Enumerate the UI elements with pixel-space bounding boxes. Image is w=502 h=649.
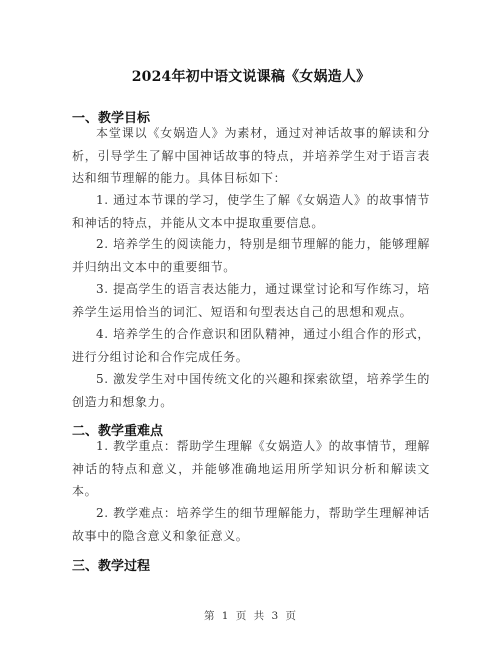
paragraph-goal-2: 2. 培养学生的阅读能力，特别是细节理解的能力，能够理解并归纳出文本中的重要细节。	[72, 237, 430, 274]
paragraph-intro: 本堂课以《女娲造人》为素材，通过对神话故事的解读和分析，引导学生了解中国神话故事的特点，并培养学生对于语言表达和细节理解的能力。具体目标如下：	[72, 126, 430, 185]
section-heading-process: 三、教学过程	[72, 559, 151, 574]
paragraph-goal-5: 5. 激发学生对中国传统文化的兴趣和探索欲望，培养学生的创造力和想象力。	[72, 372, 430, 409]
paragraph-goal-4: 4. 培养学生的合作意识和团队精神，通过小组合作的形式，进行分组讨论和合作完成任务。	[72, 327, 430, 364]
page-footer: 第 1 页 共 3 页	[203, 610, 299, 622]
paragraph-difficult-point: 2. 教学难点：培养学生的细节理解能力，帮助学生理解神话故事中的隐含意义和象征意义。	[72, 506, 430, 543]
document-title: 2024年初中语文说课稿《女娲造人》	[131, 69, 371, 85]
paragraph-goal-1: 1. 通过本节课的学习，使学生了解《女娲造人》的故事情节和神话的特点，并能从文本中提取重要信息。	[72, 193, 430, 230]
section-heading-objectives: 一、教学目标	[72, 111, 151, 126]
paragraph-goal-3: 3. 提高学生的语言表达能力，通过课堂讨论和写作练习，培养学生运用恰当的词汇、短语和句型表达自己的思想和观点。	[72, 282, 430, 319]
paragraph-key-point: 1. 教学重点：帮助学生理解《女娲造人》的故事情节，理解神话的特点和意义，并能够准确地运用所学知识分析和解读文本。	[72, 439, 430, 498]
section-heading-key-points: 二、教学重难点	[72, 424, 164, 439]
